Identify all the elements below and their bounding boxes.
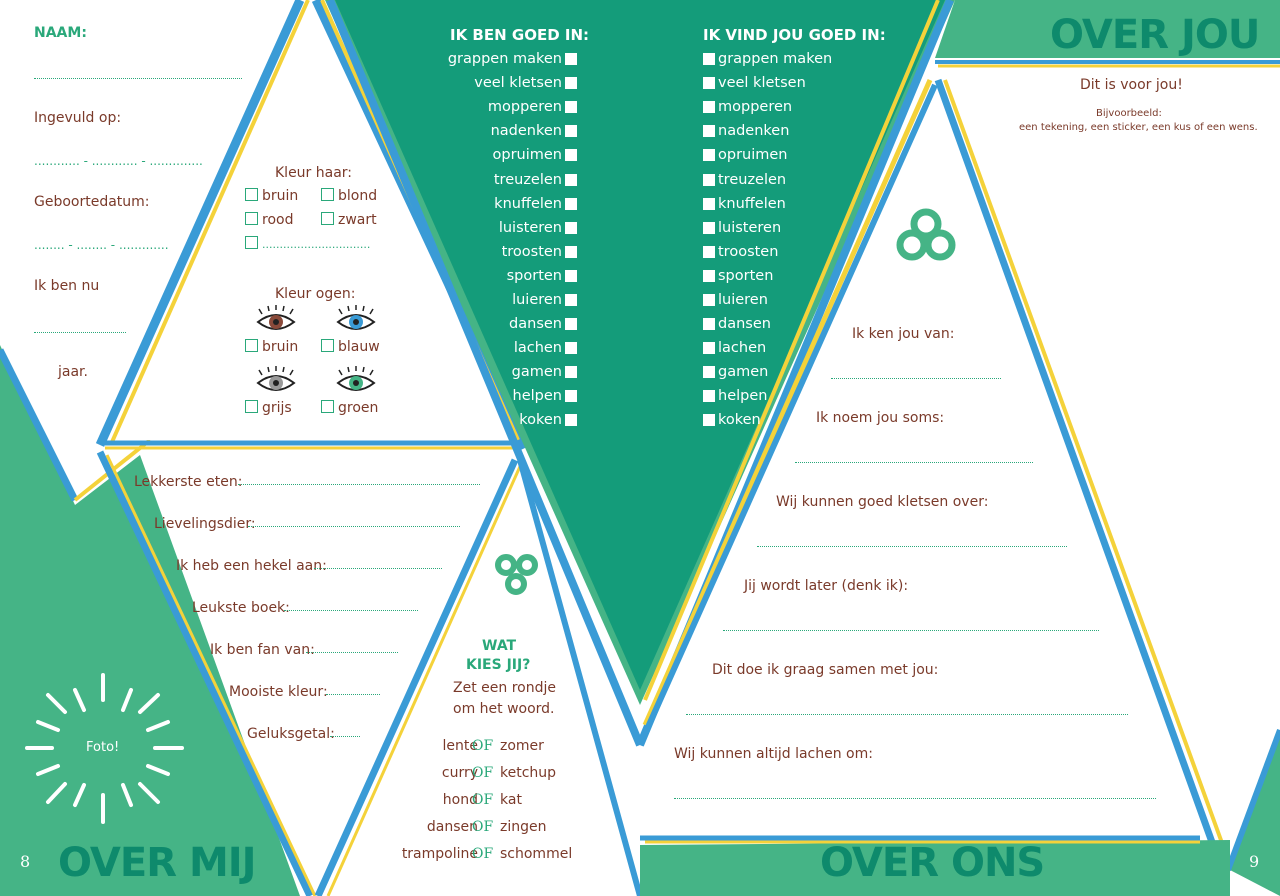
favorite-animal-label: Lievelingsdier: [154, 516, 256, 532]
good-at-item[interactable]: knuffelen [357, 192, 577, 216]
find-you-good-item[interactable]: nadenken [703, 119, 923, 143]
checkbox[interactable] [703, 101, 715, 113]
choice-row [390, 792, 650, 812]
dislike-label: Ik heb een hekel aan: [176, 558, 327, 574]
name-label: NAAM: [34, 25, 87, 41]
question-know-you-from: Ik ken jou van: [852, 326, 955, 342]
fan-of-field[interactable] [306, 652, 398, 653]
good-at-item[interactable]: lachen [357, 336, 577, 360]
checkbox[interactable] [703, 198, 715, 210]
checkbox[interactable] [565, 174, 577, 186]
question-nickname: Ik noem jou soms: [816, 410, 945, 426]
example-text: een tekening, een sticker, een kus of een wens. [1019, 122, 1258, 133]
birthdate-field[interactable]: ........ - ........ - ............. [34, 238, 169, 252]
choice-row [390, 738, 650, 758]
choice-left[interactable]: lente [442, 738, 478, 754]
choice-left[interactable]: trampoline [401, 846, 478, 862]
checkbox[interactable] [703, 125, 715, 137]
checkbox[interactable] [703, 174, 715, 186]
example-label: Bijvoorbeeld: [1096, 108, 1162, 119]
checkbox[interactable] [565, 125, 577, 137]
choice-title-2: KIES JIJ? [466, 657, 531, 673]
checkbox[interactable] [565, 294, 577, 306]
checkbox[interactable] [565, 149, 577, 161]
checkbox[interactable] [565, 222, 577, 234]
find-you-good-item[interactable]: dansen [703, 312, 923, 336]
hair-option-zwart[interactable]: zwart [321, 212, 377, 228]
checkbox[interactable] [703, 222, 715, 234]
find-you-good-item[interactable]: troosten [703, 240, 923, 264]
choice-instruction-1: Zet een rondje [453, 680, 556, 696]
title-over-ons: OVER ONS [820, 840, 1045, 886]
choice-row [390, 846, 650, 866]
answer-know-you-from[interactable] [831, 378, 1001, 379]
checkbox[interactable] [565, 77, 577, 89]
hair-option-bruin[interactable]: bruin [245, 188, 298, 204]
answer-nickname[interactable] [795, 462, 1033, 463]
question-future: Jij wordt later (denk ik): [744, 578, 909, 594]
question-chat-about: Wij kunnen goed kletsen over: [776, 494, 989, 510]
good-at-item[interactable]: dansen [357, 312, 577, 336]
checkbox[interactable] [703, 53, 715, 65]
checkbox[interactable] [565, 270, 577, 282]
eye-option-groen[interactable]: groen [321, 400, 378, 416]
eye-option-bruin[interactable]: bruin [245, 339, 298, 355]
page-number-left: 8 [20, 852, 31, 871]
good-at-item[interactable]: opruimen [357, 143, 577, 167]
find-you-good-item[interactable]: koken [703, 408, 923, 432]
checkbox[interactable] [703, 77, 715, 89]
answer-laugh-about[interactable] [674, 798, 1156, 799]
choice-title-1: WAT [482, 638, 517, 654]
answer-together[interactable] [686, 714, 1128, 715]
page-number-right: 9 [1249, 852, 1260, 871]
choice-row [390, 765, 650, 785]
eye-option-grijs[interactable]: grijs [245, 400, 292, 416]
choice-or: OF [472, 738, 494, 754]
good-at-item[interactable]: helpen [357, 384, 577, 408]
good-at-item[interactable]: grappen maken [357, 47, 577, 71]
good-at-item[interactable]: koken [357, 408, 577, 432]
hair-option-rood[interactable]: rood [245, 212, 293, 228]
choice-or: OF [472, 846, 494, 862]
checkbox[interactable] [565, 101, 577, 113]
answer-chat-about[interactable] [757, 546, 1067, 547]
hair-color-label: Kleur haar: [275, 165, 353, 181]
good-at-item[interactable]: nadenken [357, 119, 577, 143]
find-you-good-item[interactable]: knuffelen [703, 192, 923, 216]
question-laugh-about: Wij kunnen altijd lachen om: [674, 746, 873, 762]
good-at-title: IK BEN GOED IN: [450, 26, 589, 44]
checkbox[interactable] [565, 414, 577, 426]
good-at-item[interactable]: troosten [357, 240, 577, 264]
choice-left[interactable]: dansen [426, 819, 478, 835]
checkbox[interactable] [565, 342, 577, 354]
eye-color-label: Kleur ogen: [275, 286, 356, 302]
good-at-item[interactable]: luieren [357, 288, 577, 312]
find-you-good-item[interactable]: lachen [703, 336, 923, 360]
favorite-book-label: Leukste boek: [192, 600, 290, 616]
checkbox[interactable] [703, 342, 715, 354]
good-at-item[interactable]: mopperen [357, 95, 577, 119]
for-you-text: Dit is voor jou! [1080, 77, 1183, 93]
choice-row [390, 819, 650, 839]
choice-right[interactable]: kat [500, 792, 522, 808]
good-at-list [357, 47, 577, 433]
age-unit: jaar. [58, 364, 88, 380]
checkbox[interactable] [565, 53, 577, 65]
good-at-item[interactable]: treuzelen [357, 167, 577, 191]
lucky-number-label: Geluksgetal: [247, 726, 335, 742]
hair-option-other[interactable]: ............................... [245, 236, 370, 253]
choice-right[interactable]: zomer [500, 738, 544, 754]
choice-right[interactable]: ketchup [500, 765, 557, 781]
choice-right[interactable]: schommel [500, 846, 573, 862]
birthdate-label: Geboortedatum: [34, 194, 150, 210]
find-you-good-item[interactable]: luisteren [703, 216, 923, 240]
find-you-good-list [703, 47, 923, 433]
find-you-good-item[interactable]: helpen [703, 384, 923, 408]
checkbox[interactable] [703, 246, 715, 258]
good-at-item[interactable]: sporten [357, 264, 577, 288]
answer-future[interactable] [723, 630, 1099, 631]
choice-or: OF [472, 819, 494, 835]
find-you-good-item[interactable]: gamen [703, 360, 923, 384]
title-over-jou: OVER JOU [1050, 12, 1260, 58]
checkbox[interactable] [703, 318, 715, 330]
photo-label[interactable]: Foto! [86, 740, 120, 755]
checkbox[interactable] [565, 390, 577, 402]
good-at-item[interactable]: gamen [357, 360, 577, 384]
checkbox[interactable] [703, 149, 715, 161]
filled-on-field[interactable]: ............ - ............ - .............. [34, 154, 203, 168]
checkbox[interactable] [703, 294, 715, 306]
hair-option-blond[interactable]: blond [321, 188, 377, 204]
lucky-number-field[interactable] [330, 736, 360, 737]
find-you-good-item[interactable]: grappen maken [703, 47, 923, 71]
checkbox[interactable] [565, 318, 577, 330]
title-over-mij: OVER MIJ [58, 840, 256, 886]
checkbox[interactable] [703, 390, 715, 402]
fan-of-label: Ik ben fan van: [210, 642, 315, 658]
checkbox[interactable] [703, 270, 715, 282]
filled-on-label: Ingevuld op: [34, 110, 122, 126]
find-you-good-item[interactable]: veel kletsen [703, 71, 923, 95]
checkbox[interactable] [703, 366, 715, 378]
good-at-item[interactable]: luisteren [357, 216, 577, 240]
age-label: Ik ben nu [34, 278, 100, 294]
name-field[interactable] [34, 78, 242, 79]
choice-or: OF [472, 765, 494, 781]
favorite-food-field[interactable] [238, 484, 480, 485]
favorite-color-label: Mooiste kleur: [229, 684, 328, 700]
choice-left[interactable]: hond [442, 792, 478, 808]
favorite-color-field[interactable] [326, 694, 380, 695]
choice-left[interactable]: curry [441, 765, 478, 781]
favorite-food-label: Lekkerste eten: [134, 474, 243, 490]
checkbox[interactable] [565, 246, 577, 258]
question-together: Dit doe ik graag samen met jou: [712, 662, 939, 678]
find-you-good-item[interactable]: mopperen [703, 95, 923, 119]
age-field[interactable] [34, 332, 126, 333]
find-you-good-title: IK VIND JOU GOED IN: [703, 26, 886, 44]
find-you-good-item[interactable]: treuzelen [703, 167, 923, 191]
checkbox[interactable] [565, 366, 577, 378]
good-at-item[interactable]: veel kletsen [357, 71, 577, 95]
eye-option-blauw[interactable]: blauw [321, 339, 380, 355]
favorite-animal-field[interactable] [248, 526, 460, 527]
checkbox[interactable] [703, 414, 715, 426]
choice-or: OF [472, 792, 494, 808]
checkbox[interactable] [565, 198, 577, 210]
find-you-good-item[interactable]: luieren [703, 288, 923, 312]
find-you-good-item[interactable]: sporten [703, 264, 923, 288]
dislike-field[interactable] [314, 568, 442, 569]
favorite-book-field[interactable] [284, 610, 418, 611]
choice-instruction-2: om het woord. [453, 701, 555, 717]
find-you-good-item[interactable]: opruimen [703, 143, 923, 167]
choice-right[interactable]: zingen [500, 819, 547, 835]
